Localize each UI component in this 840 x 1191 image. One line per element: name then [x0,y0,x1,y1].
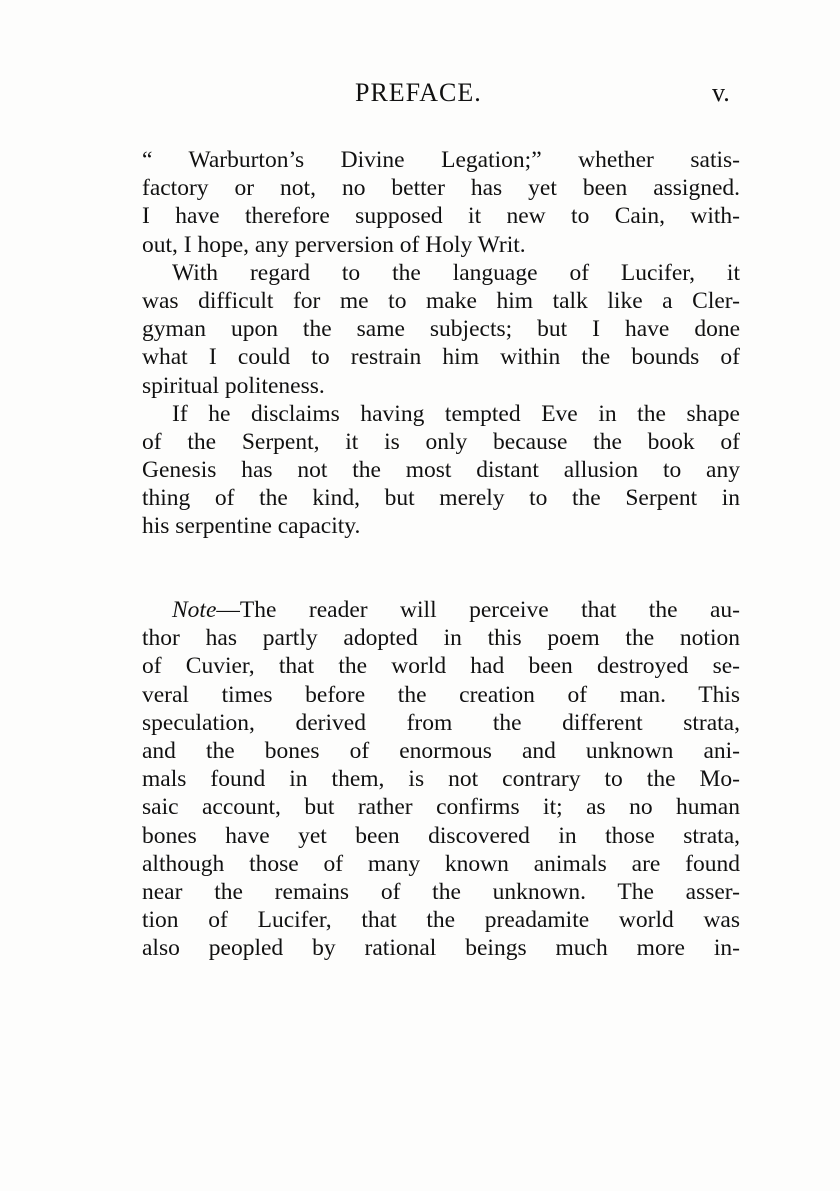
text-line: tion of Lucifer, that the preadamite world was [142,907,740,934]
text-line: and the bones of enormous and unknown ani- [142,737,740,764]
text-line: near the remains of the unknown. The asser- [142,878,740,905]
text-line: what I could to restrain him within the bounds of [142,344,740,371]
text-line: gyman upon the same subjects; but I have done [142,316,740,343]
text-line: of Cuvier, that the world had been destroyed se- [142,653,740,680]
text-line: factory or not, no better has yet been assigned. [142,175,740,202]
text-line: bones have yet been discovered in those strata, [142,822,740,849]
text-line: “ Warburton’s Divine Legation;” whether satis- [142,147,740,173]
text-line: mals found in them, is not contrary to the Mo- [142,766,740,793]
note-first-line-text: —The reader will perceive that the au- [216,597,740,623]
running-head [0,78,840,114]
note-label: Note [172,597,217,623]
text-line: I have therefore supposed it new to Cain, with- [142,203,740,230]
text-line: although those of many known animals are found [142,850,740,877]
text-line: speculation, derived from the different strata, [142,709,740,736]
text-line: Genesis has not the most distant allusion to any [142,457,740,484]
text-line: thor has partly adopted in this poem the notion [142,625,740,652]
text-line: saic account, but rather confirms it; as no human [142,794,740,821]
page-number: v. [712,78,730,107]
note-first-line [142,596,740,624]
text-line: thing of the kind, but merely to the Serpent in [142,485,740,512]
text-line: of the Serpent, it is only because the book of [142,428,740,455]
preface-body [142,146,740,541]
text-line: With regard to the language of Lucifer, it [172,259,740,286]
text-line: If he disclaims having tempted Eve in the shape [172,400,740,427]
text-line: spiritual politeness. [142,372,325,399]
page-title: PREFACE. [355,78,482,107]
text-line: veral times before the creation of man. This [142,681,740,708]
text-line: was difficult for me to make him talk like a Cler- [142,287,740,314]
note-section [142,596,740,962]
text-line: out, I hope, any perversion of Holy Writ. [142,231,526,258]
text-line: his serpentine capacity. [142,513,361,540]
text-line: also peopled by rational beings much more in- [142,935,740,962]
